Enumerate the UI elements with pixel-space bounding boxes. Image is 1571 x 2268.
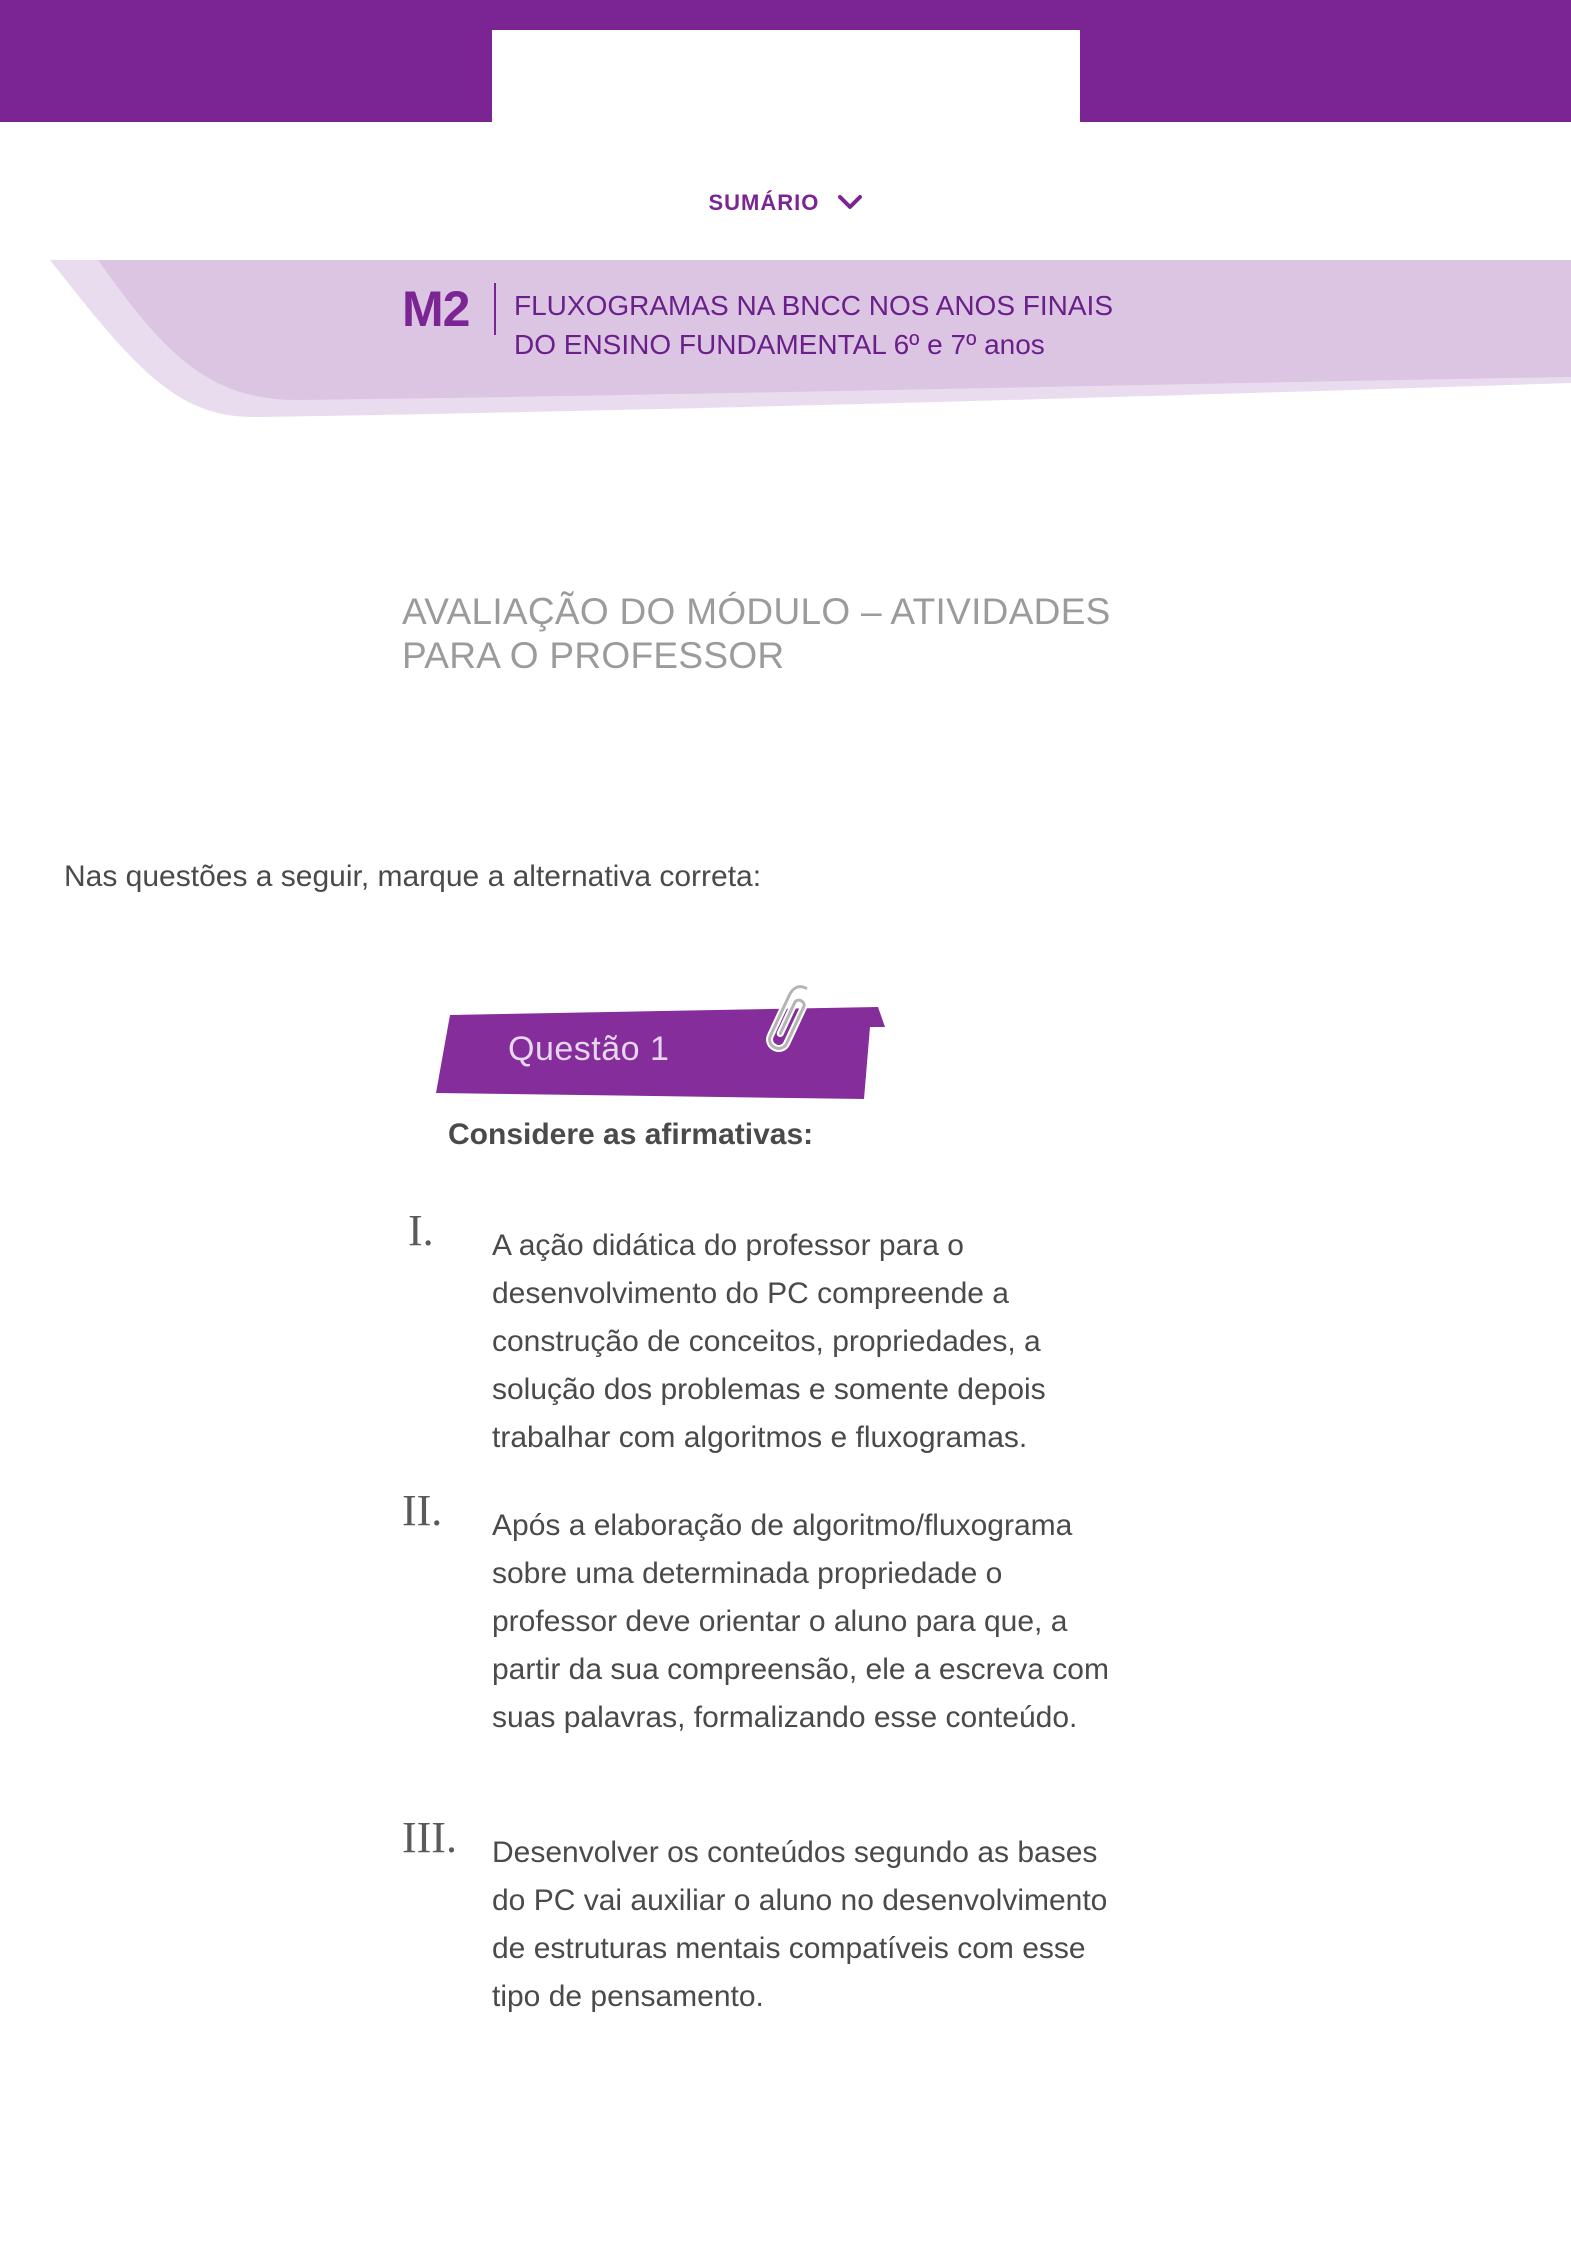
statement-numeral: I. bbox=[408, 1206, 434, 1255]
section-title-line1: AVALIAÇÃO DO MÓDULO – ATIVIDADES bbox=[402, 591, 1111, 632]
module-title bbox=[514, 286, 1234, 364]
statement-text: Desenvolver os conteúdos segundo as bases do PC vai auxiliar o aluno no desenvolvimento de estruturas mentais compatíveis com esse tipo de pensamento. bbox=[492, 1836, 1108, 2013]
question-label: Questão 1 bbox=[508, 1030, 670, 1068]
sumario-label: SUMÁRIO bbox=[708, 190, 820, 215]
top-bar-tab bbox=[492, 30, 1080, 122]
section-title bbox=[402, 590, 1162, 678]
module-code: M2 bbox=[402, 281, 470, 337]
module-title-line1: FLUXOGRAMAS NA BNCC NOS ANOS FINAIS bbox=[514, 290, 1114, 321]
statement-numeral: III. bbox=[402, 1813, 457, 1862]
section-title-line2: PARA O PROFESSOR bbox=[402, 635, 785, 676]
statement-numeral: II. bbox=[402, 1486, 443, 1535]
question-prompt: Considere as afirmativas: bbox=[448, 1118, 814, 1151]
top-bar bbox=[0, 0, 1571, 122]
sumario-button[interactable] bbox=[0, 190, 1571, 216]
module-divider bbox=[494, 283, 496, 335]
statement-text: Após a elaboração de algoritmo/fluxograma sobre uma determinada propriedade o professor deve orientar o aluno para que, a partir da sua compreensão, ele a escreva com suas palavras, formalizando esse conteúdo. bbox=[492, 1509, 1109, 1734]
statement-text: A ação didática do professor para o desenvolvimento do PC compreende a construção de conceitos, propriedades, a solução dos problemas e somente depois trabalhar com algoritmos e fluxogramas. bbox=[492, 1229, 1046, 1454]
chevron-down-icon bbox=[837, 193, 863, 211]
instruction-text: Nas questões a seguir, marque a alternativa correta: bbox=[64, 860, 762, 893]
module-title-line2: DO ENSINO FUNDAMENTAL 6º e 7º anos bbox=[514, 329, 1045, 360]
